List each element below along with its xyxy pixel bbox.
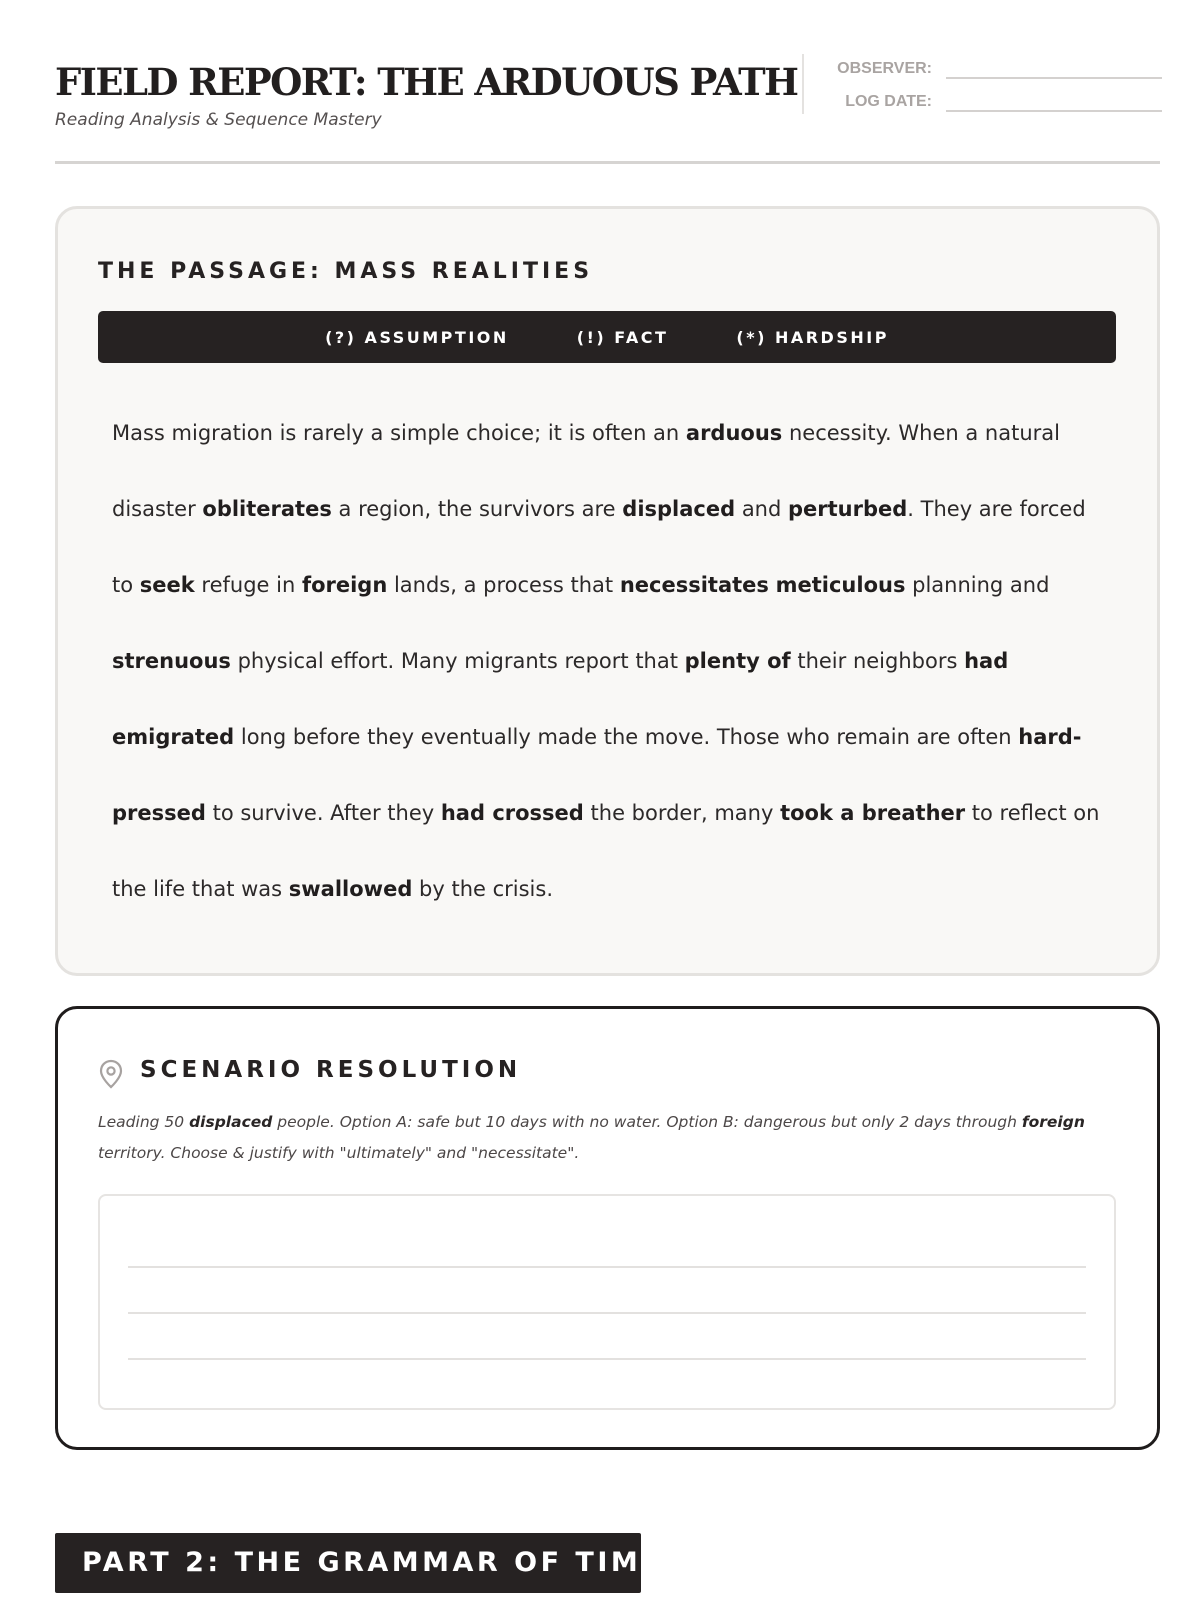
text-run: to reflect on the life that was (112, 801, 1100, 901)
text-run: their neighbors (790, 649, 965, 673)
vocab-term: arduous (685, 421, 783, 445)
vocab-term: necessitates (619, 573, 769, 597)
page-title: FIELD REPORT: THE ARDUOUS PATH (55, 60, 798, 104)
log-date-field[interactable] (946, 110, 1162, 112)
text-run: Mass migration is rarely a simple choice; it is often an (112, 421, 686, 445)
legend-assumption: (?) ASSUMPTION (325, 327, 509, 347)
scenario-answer-box[interactable] (98, 1194, 1116, 1410)
text-run: to survive. After they (205, 801, 441, 825)
vocab-term: foreign (1021, 1113, 1085, 1131)
text-run: planning and (905, 573, 1050, 597)
legend-hardship: (*) HARDSHIP (736, 327, 889, 347)
text-run: territory. Choose & justify with "ultimately" and "necessitate". (98, 1144, 580, 1162)
vocab-term: had emigrated (112, 649, 1009, 749)
log-date-row (804, 93, 1162, 115)
text-run: people. Option A: safe but 10 days with no water. Option B: dangerous but only 2 days through (272, 1113, 1022, 1131)
vocab-term: displaced (189, 1113, 273, 1131)
log-date-label: LOG DATE: (845, 93, 932, 110)
text-run: and (735, 497, 788, 521)
text-run: long before they eventually made the move. Those who remain are often (234, 725, 1019, 749)
vocab-term: had crossed (440, 801, 584, 825)
observer-field[interactable] (946, 77, 1162, 79)
text-run: a region, the survivors are (331, 497, 623, 521)
vocab-term: perturbed (788, 497, 908, 521)
text-run: Leading 50 (98, 1113, 190, 1131)
page-header (55, 50, 1160, 164)
answer-line (128, 1266, 1086, 1268)
text-run (769, 573, 776, 597)
vocab-term: displaced (622, 497, 736, 521)
vocab-term: took a breather (780, 801, 966, 825)
vocab-term: swallowed (288, 877, 413, 901)
part2-banner (55, 1533, 664, 1593)
vocab-term: obliterates (202, 497, 332, 521)
passage-heading: THE PASSAGE: MASS REALITIES (98, 259, 594, 284)
vocab-term: meticulous (775, 573, 906, 597)
vocab-term: strenuous (112, 649, 231, 673)
text-run: by the crisis. (412, 877, 554, 901)
text-run: . They are forced to (112, 497, 1086, 597)
report-meta (802, 54, 1160, 114)
text-run: the border, many (583, 801, 781, 825)
answer-line (128, 1312, 1086, 1314)
vocab-term: seek (139, 573, 195, 597)
part2-title: PART 2: THE GRAMMAR OF TIME (82, 1547, 664, 1578)
location-pin-icon (98, 1059, 124, 1089)
text-run: lands, a process that (387, 573, 620, 597)
text-run: physical effort. Many migrants report that (230, 649, 685, 673)
scenario-card (55, 1006, 1160, 1450)
text-run: necessity. When a natural disaster (112, 421, 1060, 521)
observer-row (804, 60, 1162, 82)
scenario-heading: SCENARIO RESOLUTION (140, 1057, 522, 1083)
vocab-term: hard-pressed (112, 725, 1082, 825)
vocab-term: plenty of (684, 649, 791, 673)
observer-label: OBSERVER: (837, 60, 932, 77)
legend-fact: (!) FACT (576, 327, 669, 347)
page-subtitle: Reading Analysis & Sequence Mastery (55, 110, 382, 130)
annotation-legend (98, 311, 1116, 363)
passage-card (55, 206, 1160, 976)
passage-text (112, 395, 1112, 927)
answer-line (128, 1358, 1086, 1360)
text-run: refuge in (194, 573, 302, 597)
scenario-prompt (98, 1107, 1108, 1169)
vocab-term: foreign (301, 573, 388, 597)
